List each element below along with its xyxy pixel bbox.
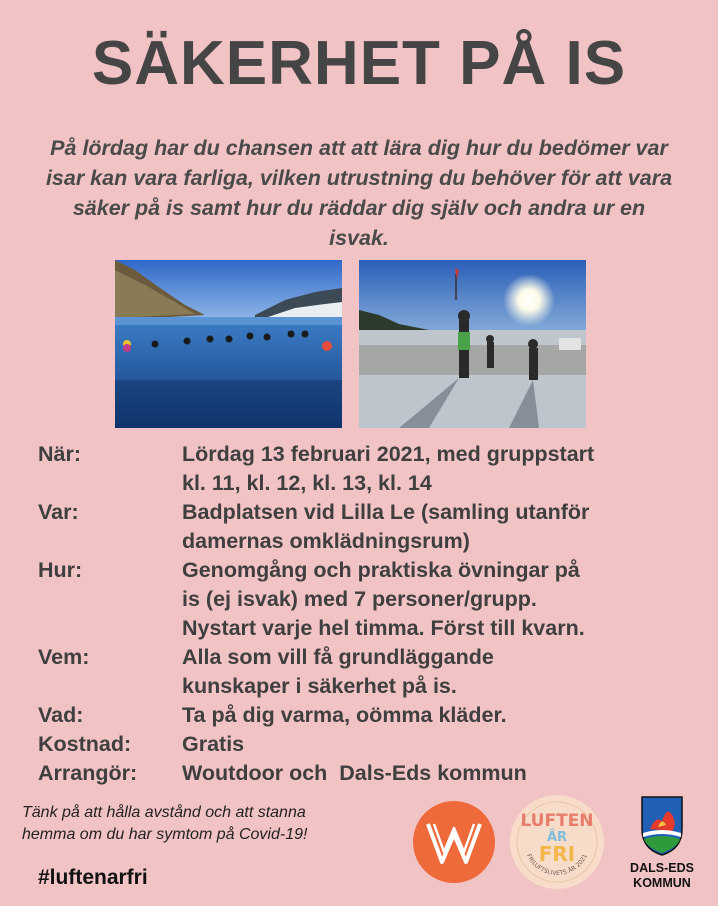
detail-line: kunskaper i säkerhet på is. (182, 674, 457, 698)
detail-row-what (38, 701, 698, 730)
event-details (38, 440, 698, 788)
detail-value (182, 759, 698, 788)
covid-notice (22, 802, 402, 846)
detail-line: Gratis (182, 732, 245, 756)
dals-eds-logo (620, 793, 704, 893)
woutdoor-logo (412, 800, 496, 884)
dals-eds-shield-icon (620, 793, 704, 859)
detail-label: Kostnad: (38, 732, 132, 756)
dals-line1: DALS-EDS (630, 861, 694, 875)
intro-text: På lördag har du chansen att att lära dig hur du bedömer var isar kan vara farliga, vilken utrustning du behöver för att vara säker på is samt hur du räddar dig själv och andra ur en isvak. (45, 136, 673, 250)
covid-line: Tänk på att hålla avstånd och att stanna (22, 804, 306, 821)
detail-row-when (38, 440, 698, 498)
luften-ar-fri-logo (509, 794, 605, 890)
detail-row-how (38, 556, 698, 643)
detail-line: Badplatsen vid Lilla Le (samling utanför (182, 500, 590, 524)
hashtag: #luftenarfri (38, 866, 148, 889)
luften-top: LUFTEN (520, 811, 594, 831)
detail-label: Var: (38, 500, 79, 524)
detail-value (182, 730, 698, 759)
detail-line: is (ej isvak) med 7 personer/grupp. (182, 587, 537, 611)
detail-line: damernas omklädningsrum) (182, 529, 470, 553)
detail-value (182, 556, 698, 643)
detail-row-who (38, 643, 698, 701)
detail-line: Woutdoor och Dals-Eds kommun (182, 761, 527, 785)
detail-value (182, 643, 698, 701)
detail-row-where (38, 498, 698, 556)
detail-label: När: (38, 442, 82, 466)
detail-line: kl. 11, kl. 12, kl. 13, kl. 14 (182, 471, 432, 495)
detail-value (182, 498, 698, 556)
covid-line: hemma om du har symtom på Covid-19! (22, 826, 308, 843)
luften-bottom: FRI (538, 842, 576, 866)
poster-title: SÄKERHET PÅ IS (91, 29, 627, 98)
dals-line2: KOMMUN (633, 876, 691, 890)
detail-line: Nystart varje hel timma. Först till kvarn. (182, 616, 585, 640)
luften-mid: ÄR (546, 830, 568, 845)
detail-line: Ta på dig varma, oömma kläder. (182, 703, 507, 727)
photo-frosty-field (359, 260, 586, 428)
detail-label: Arrangör: (38, 761, 138, 785)
detail-row-cost (38, 730, 698, 759)
detail-value (182, 440, 698, 498)
detail-label: Vad: (38, 703, 84, 727)
detail-label: Hur: (38, 558, 83, 582)
detail-line: Genomgång och praktiska övningar på (182, 558, 580, 582)
luften-ring: FRILUFTSLIVETS ÅR 2021 (524, 853, 590, 877)
detail-line: Alla som vill få grundläggande (182, 645, 494, 669)
detail-line: Lördag 13 februari 2021, med gruppstart (182, 442, 595, 466)
detail-label: Vem: (38, 645, 90, 669)
detail-value (182, 701, 698, 730)
detail-row-organizer (38, 759, 698, 788)
photo-ice-lake (115, 260, 342, 428)
